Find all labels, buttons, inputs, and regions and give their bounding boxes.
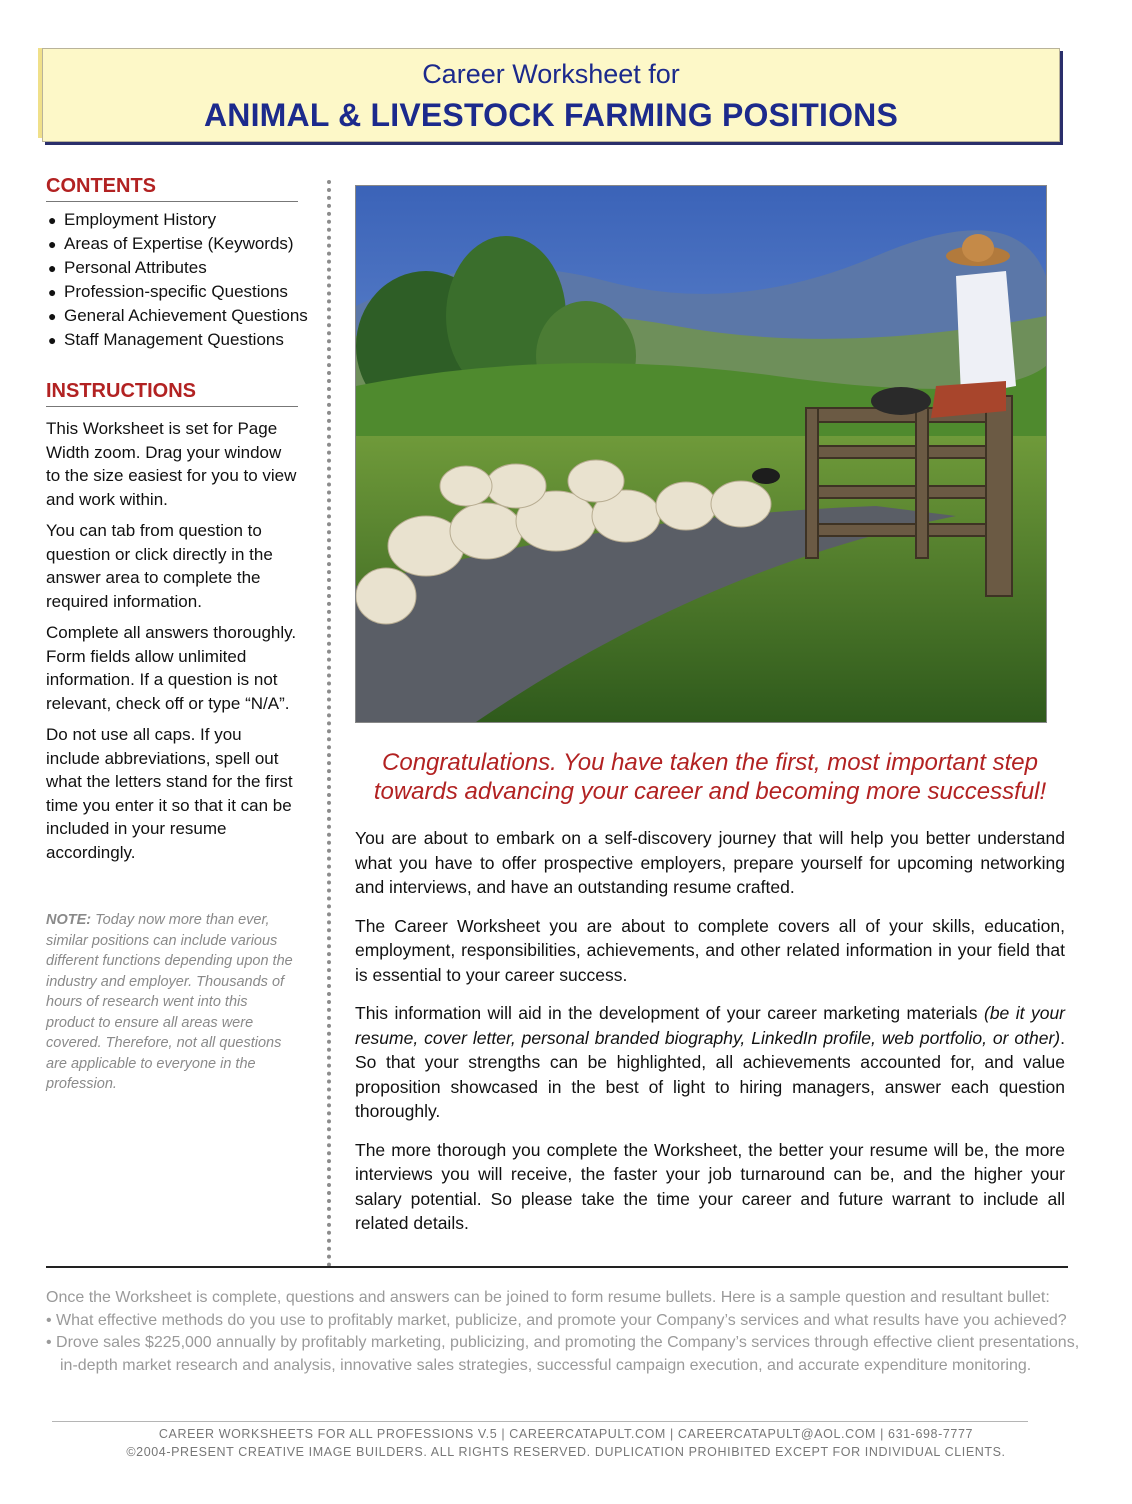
contents-item-label: Staff Management Questions xyxy=(64,330,284,349)
contents-heading: CONTENTS xyxy=(46,175,298,202)
congratulations-message xyxy=(360,748,1060,806)
bullet-icon: ● xyxy=(48,212,57,228)
sample-bullet-section xyxy=(46,1287,1086,1377)
title-line-1: Career Worksheet for xyxy=(422,59,680,89)
instructions-paragraph: Complete all answers thoroughly. Form fields allow unlimited information. If a question is not relevant, check off or type “N/A”. xyxy=(46,623,297,713)
body-paragraph-4: The more thorough you complete the Worksheet, the better your resume will be, the more interviews you will receive, the faster your job turnaround can be, and the higher your salary potential. So please take the time your career and future warrant to include all related details. xyxy=(355,1139,1065,1233)
bullet-icon: ● xyxy=(48,236,57,252)
body-paragraph-3-italic: (be it your resume, cover letter, personal branded biography, LinkedIn profile, web portfolio, or other) xyxy=(355,1003,1065,1048)
contents-item-label: Employment History xyxy=(64,210,217,229)
section-divider xyxy=(46,1266,1068,1268)
title-line-2: ANIMAL & LIVESTOCK FARMING POSITIONS xyxy=(203,97,899,133)
sample-bullet-line-1: • Drove sales $225,000 annually by profitably marketing, publicizing, and promoting the Company’s services through effective client presentations, xyxy=(46,1334,1080,1351)
contents-item[interactable] xyxy=(46,328,298,352)
bullet-icon: ● xyxy=(48,308,57,324)
farm-photo xyxy=(355,185,1047,723)
footer-divider xyxy=(52,1421,1028,1422)
note-text: Today now more than ever, similar positions can include various different functions depending upon the industry and employer. Thousands of hours of research went into this product to ensure all areas were covered. Therefore, not all questions are applicable to everyone in the profession. xyxy=(46,912,293,1092)
intro-body xyxy=(355,826,1065,1250)
congrats-line-1: Congratulations. You have taken the first, most important step xyxy=(382,749,1038,776)
contents-item-label: General Achievement Questions xyxy=(64,306,308,325)
contents-item-label: Areas of Expertise (Keywords) xyxy=(64,234,294,253)
body-paragraph-3-end: . So that your strengths can be highlighted, all achievements accounted for, and value proposition showcased in the best of light to hiring managers, answer each question thoroughly. xyxy=(355,1027,1065,1121)
column-divider xyxy=(327,180,331,1268)
bullet-icon: ● xyxy=(48,260,57,276)
body-paragraph-3-start: This information will aid in the development of your career marketing materials xyxy=(355,1003,984,1023)
body-paragraph-2: The Career Worksheet you are about to complete covers all of your skills, education, employment, responsibilities, achievements, and other related information in your field that is essential to your career success. xyxy=(355,915,1065,985)
contents-item[interactable] xyxy=(46,280,298,304)
instructions-paragraph: You can tab from question to question or click directly in the answer area to complete the required information. xyxy=(46,521,273,611)
sample-intro: Once the Worksheet is complete, questions and answers can be joined to form resume bullets. Here is a sample question and resultant bullet: xyxy=(46,1289,1050,1306)
contents-item[interactable] xyxy=(46,232,298,256)
sample-bullet-line-2: in-depth market research and analysis, innovative sales strategies, successful campaign execution, and accurate expenditure monitoring. xyxy=(60,1356,1032,1374)
sample-question: • What effective methods do you use to profitably market, publicize, and promote your Company’s services and what results have you achieved? xyxy=(46,1311,1067,1329)
contents-item[interactable] xyxy=(46,256,298,280)
contents-item[interactable] xyxy=(46,208,298,232)
instructions-heading: INSTRUCTIONS xyxy=(46,380,298,407)
instructions-body xyxy=(46,417,298,864)
left-column xyxy=(46,175,308,1095)
title-banner xyxy=(42,48,1060,142)
contents-item-label: Personal Attributes xyxy=(64,258,207,277)
congrats-line-2: towards advancing your career and becoming more successful! xyxy=(373,778,1047,805)
contents-item[interactable] xyxy=(46,304,308,328)
footer-line-2: ©2004-PRESENT CREATIVE IMAGE BUILDERS. ALL RIGHTS RESERVED. DUPLICATION PROHIBITED EXCEPT FOR INDIVIDUAL CLIENTS. xyxy=(126,1445,1006,1459)
body-paragraph-1: You are about to embark on a self-discovery journey that will help you better understand what you have to offer prospective employers, prepare yourself for upcoming networking and interviews, and have an outstanding resume crafted. xyxy=(355,828,1065,897)
body-paragraph-3 xyxy=(355,1001,1065,1124)
instructions-paragraph: This Worksheet is set for Page Width zoom. Drag your window to the size easiest for you to view and work within. xyxy=(46,419,297,509)
footer-line-1: CAREER WORKSHEETS FOR ALL PROFESSIONS V.5 | CAREERCATAPULT.COM | CAREERCATAPULT@AOL.COM | 631-698-7777 xyxy=(158,1427,974,1441)
contents-item-label: Profession-specific Questions xyxy=(64,282,288,301)
note-label: NOTE: xyxy=(46,912,92,928)
page-footer xyxy=(20,1425,1112,1461)
bullet-icon: ● xyxy=(48,284,57,300)
contents-list xyxy=(46,208,308,352)
instructions-paragraph: Do not use all caps. If you include abbreviations, spell out what the letters stand for the first time you enter it so that it can be included in your resume accordingly. xyxy=(46,725,293,862)
note-block xyxy=(46,910,298,1095)
bullet-icon: ● xyxy=(48,332,57,348)
